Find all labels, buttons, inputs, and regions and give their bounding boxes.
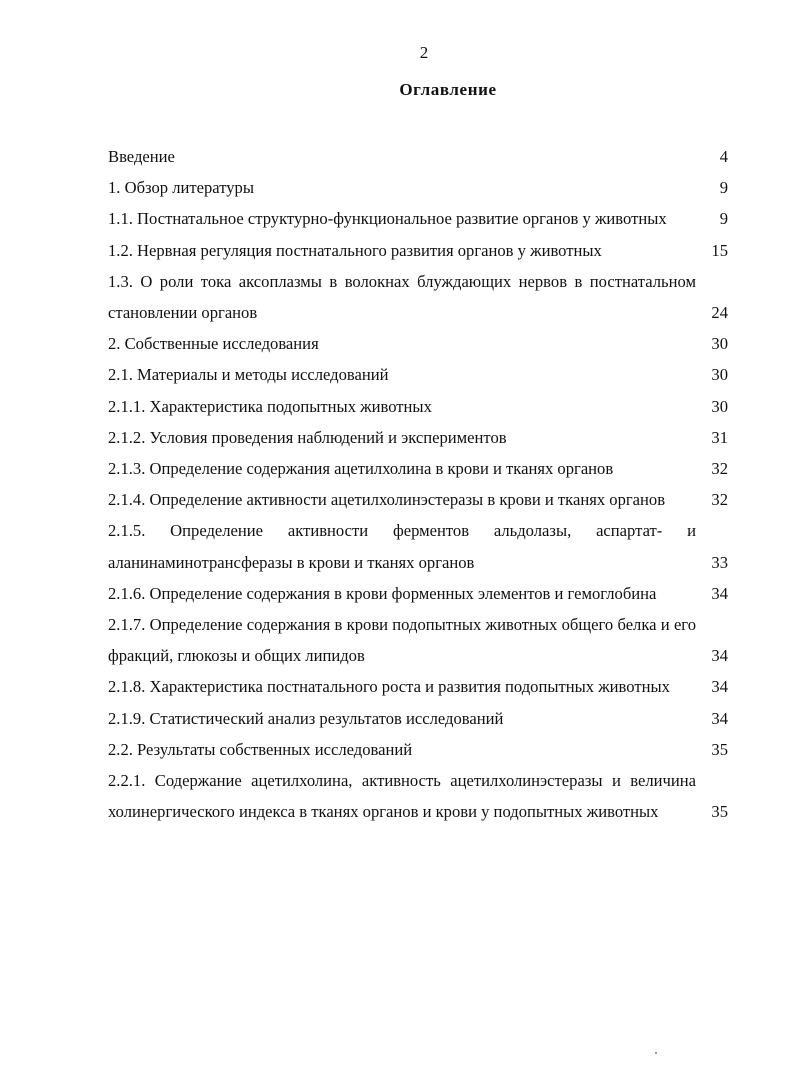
toc-entry-title: 1.1. Постнатальное структурно-функциональное развитие органов у животных [108, 209, 667, 229]
toc-entry-2-1[interactable] [108, 359, 728, 390]
toc-entry-page: 34 [711, 708, 728, 728]
toc-entry-page: 31 [711, 427, 728, 447]
toc-entry-introduction[interactable] [108, 141, 728, 172]
toc-entry-page: 32 [711, 490, 728, 510]
toc-entry-2-1-1[interactable] [108, 391, 728, 422]
toc-entry-title: 2.1.1. Характеристика подопытных животных [108, 396, 432, 416]
toc-entry-2-1-8[interactable] [108, 671, 728, 702]
toc-entry-page: 15 [711, 240, 728, 260]
toc-entry-title: 1.3. О роли тока аксоплазмы в волокнах блуждающих нервов в постнатальном становлении органов [108, 271, 696, 323]
toc-entry-page: 30 [711, 396, 728, 416]
toc-entry-2-2-1[interactable] [108, 765, 728, 827]
toc-entry-2-1-6[interactable] [108, 578, 728, 609]
toc-entry-page: 30 [711, 334, 728, 354]
toc-entry-page: 9 [719, 178, 728, 198]
toc-entry-title: 2.1.8. Характеристика постнатального роста и развития подопытных животных [108, 677, 670, 697]
toc-entry-2-1-2[interactable] [108, 422, 728, 453]
toc-entry-2-1-7[interactable] [108, 609, 728, 671]
toc-entry-title: 1. Обзор литературы [108, 178, 255, 198]
toc-entry-title: 2.1.2. Условия проведения наблюдений и экспериментов [108, 427, 507, 447]
toc-entry-own-research[interactable] [108, 328, 728, 359]
toc-entry-title: 2.1. Материалы и методы исследований [108, 365, 389, 385]
toc-entry-page: 34 [711, 583, 728, 603]
toc-entry-title: 1.2. Нервная регуляция постнатального развития органов у животных [108, 240, 602, 260]
toc-entry-2-1-9[interactable] [108, 703, 728, 734]
toc-entry-title: 2.2. Результаты собственных исследований [108, 739, 413, 759]
page-number: 2 [419, 43, 429, 62]
toc-entry-title: 2.1.7. Определение содержания в крови подопытных животных общего белка и его фракций, глюкозы и общих липидов [108, 615, 696, 666]
toc-entry-1-1[interactable] [108, 203, 728, 234]
toc-entry-page: 35 [711, 802, 728, 822]
toc-entry-2-1-3[interactable] [108, 453, 728, 484]
toc-entry-literature-review[interactable] [108, 172, 728, 203]
toc-entry-page: 9 [719, 209, 728, 229]
toc-entry-page: 24 [711, 303, 728, 323]
toc-title: Оглавление [399, 80, 497, 99]
toc-entry-page: 4 [719, 147, 728, 166]
toc-entry-title: 2. Собственные исследования [108, 334, 319, 354]
toc-entry-title: 2.1.4. Определение активности ацетилхолинэстеразы в крови и тканях органов [108, 490, 666, 510]
toc-entry-2-2[interactable] [108, 734, 728, 765]
toc-entry-2-1-4[interactable] [108, 484, 728, 515]
table-of-contents [108, 141, 728, 827]
toc-entry-1-3[interactable] [108, 266, 728, 328]
toc-entry-1-2[interactable] [108, 235, 728, 266]
toc-entry-title: Введение [108, 147, 175, 166]
toc-entry-page: 34 [711, 677, 728, 697]
toc-entry-title: 2.1.6. Определение содержания в крови форменных элементов и гемоглобина [108, 583, 657, 603]
toc-entry-title: 2.2.1. Содержание ацетилхолина, активность ацетилхолинэстеразы и величина холинергического индекса в тканях органов и крови у подопытных животных [108, 771, 696, 822]
toc-entry-page: 32 [711, 459, 728, 479]
toc-entry-2-1-5[interactable] [108, 515, 728, 577]
scan-speck [655, 1052, 657, 1054]
toc-entry-page: 30 [711, 365, 728, 385]
toc-entry-title: 2.1.3. Определение содержания ацетилхолина в крови и тканях органов [108, 459, 614, 479]
toc-entry-page: 33 [711, 552, 728, 572]
toc-entry-title: 2.1.5. Определение активности ферментов альдолазы, аспартат- и аланинаминотрансферазы в крови и тканях органов [108, 521, 696, 572]
toc-entry-page: 34 [711, 646, 728, 666]
toc-entry-title: 2.1.9. Статистический анализ результатов исследований [108, 708, 504, 728]
toc-entry-page: 35 [711, 739, 728, 759]
